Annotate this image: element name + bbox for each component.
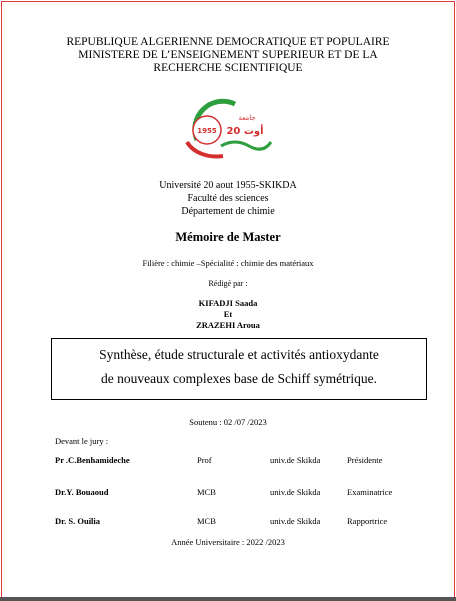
thesis-title-line-1: Synthèse, étude structurale et activités antioxydante xyxy=(99,347,379,362)
university-name: Université 20 aout 1955-SKIKDA xyxy=(159,180,297,191)
jury-member-grade: MCB xyxy=(197,516,216,526)
redige-par-label: Rédigé par : xyxy=(208,279,248,288)
thesis-title-box xyxy=(51,338,427,400)
jury-row xyxy=(0,516,456,528)
defense-date: Soutenu : 02 /07 /2023 xyxy=(189,417,267,427)
institution-block xyxy=(0,179,456,218)
jury-member-affiliation: univ.de Skikda xyxy=(270,516,321,526)
jury-member-role: Rapportrice xyxy=(347,516,388,526)
logo-arabic-main: 20 أوت xyxy=(226,126,264,137)
jury-heading: Devant le jury : xyxy=(55,436,109,446)
jury-member-affiliation: univ.de Skikda xyxy=(270,487,321,497)
jury-member-name: Dr.Y. Bouaoud xyxy=(55,487,109,497)
logo-year: 1955 xyxy=(197,127,217,135)
page-bottom-edge xyxy=(0,597,456,601)
jury-member-grade: MCB xyxy=(197,487,216,497)
faculty-name: Faculté des sciences xyxy=(187,193,269,204)
author-second: ZRAZEHI Aroua xyxy=(196,320,260,330)
author-connector: Et xyxy=(223,309,233,319)
jury-member-role: Examinatrice xyxy=(347,487,393,497)
header-line-1: REPUBLIQUE ALGERIENNE DEMOCRATIQUE ET POPULAIRE xyxy=(66,36,390,48)
jury-member-name: Dr. S. Ouilia xyxy=(55,516,101,526)
document-type: Mémoire de Master xyxy=(175,230,281,244)
republic-header xyxy=(0,36,456,75)
jury-row xyxy=(0,455,456,467)
jury-member-role: Présidente xyxy=(347,455,383,465)
header-line-3: RECHERCHE SCIENTIFIQUE xyxy=(153,62,303,74)
thesis-title-line-2: de nouveaux complexes base de Schiff symétrique. xyxy=(100,371,378,386)
jury-member-affiliation: univ.de Skikda xyxy=(270,455,321,465)
logo-arabic-top: جامعة xyxy=(238,114,256,122)
jury-member-grade: Prof xyxy=(197,455,212,465)
filiere-line: Filière : chimie –Spécialité : chimie des matériaux xyxy=(142,258,314,268)
jury-member-name: Pr .C.Benhamideche xyxy=(55,455,130,465)
department-name: Département de chimie xyxy=(181,206,275,217)
academic-year: Année Universitaire : 2022 /2023 xyxy=(171,537,285,547)
university-logo xyxy=(175,98,275,162)
authors-block xyxy=(0,298,456,331)
logo-green-swoosh xyxy=(221,142,271,149)
jury-row xyxy=(0,487,456,499)
author-first: KIFADJI Saada xyxy=(198,298,258,308)
header-line-2: MINISTERE DE L’ENSEIGNEMENT SUPERIEUR ET DE LA xyxy=(78,49,378,61)
